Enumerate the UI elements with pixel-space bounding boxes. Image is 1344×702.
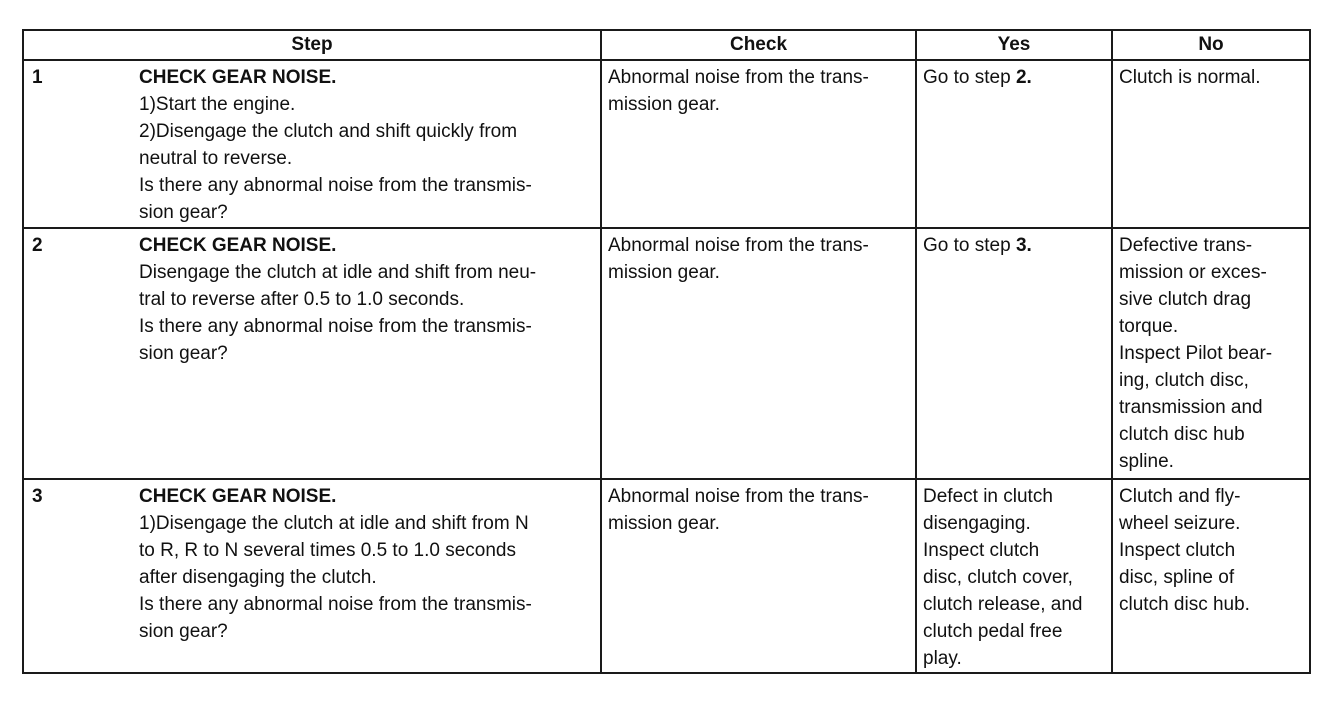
check-line: mission gear.	[608, 262, 720, 283]
check-line: Abnormal noise from the trans-	[608, 67, 869, 88]
yes-prefix: Go to step	[923, 67, 1016, 88]
yes-prefix: Go to step	[923, 235, 1016, 256]
yes-line: disc, clutch cover,	[923, 567, 1073, 588]
yes-line: Inspect clutch	[923, 540, 1040, 561]
yes-cell	[916, 228, 1112, 479]
no-line: Inspect clutch	[1119, 540, 1236, 561]
no-line: spline.	[1119, 451, 1174, 472]
no-line: clutch disc hub.	[1119, 594, 1250, 615]
step-line: neutral to reverse.	[139, 148, 293, 169]
no-line: disc, spline of	[1119, 567, 1235, 588]
yes-cell	[916, 479, 1112, 673]
step-cell	[23, 479, 601, 673]
yes-line: clutch release, and	[923, 594, 1083, 615]
check-cell	[601, 60, 916, 228]
check-cell	[601, 479, 916, 673]
step-line: Is there any abnormal noise from the transmis-	[139, 175, 532, 196]
yes-cell	[916, 60, 1112, 228]
step-number: 3	[32, 486, 43, 507]
no-line: ing, clutch disc,	[1119, 370, 1249, 391]
step-cell	[23, 60, 601, 228]
step-body	[139, 232, 595, 367]
step-title: CHECK GEAR NOISE.	[139, 235, 337, 256]
check-line: mission gear.	[608, 513, 720, 534]
step-line: 1)Disengage the clutch at idle and shift from N	[139, 513, 529, 534]
no-cell	[1112, 60, 1310, 228]
yes-step-number: 3	[1015, 235, 1027, 256]
no-line: mission or exces-	[1119, 262, 1267, 283]
check-line: Abnormal noise from the trans-	[608, 235, 869, 256]
step-body	[139, 483, 595, 645]
step-line: Is there any abnormal noise from the transmis-	[139, 594, 532, 615]
no-line: Clutch is normal.	[1119, 67, 1261, 88]
yes-line: disengaging.	[923, 513, 1031, 534]
yes-suffix: .	[1026, 67, 1032, 88]
check-line: Abnormal noise from the trans-	[608, 486, 869, 507]
step-title: CHECK GEAR NOISE.	[139, 486, 337, 507]
header-yes: Yes	[916, 30, 1112, 60]
yes-step-number: 2	[1015, 67, 1027, 88]
step-line: after disengaging the clutch.	[139, 567, 377, 588]
yes-line: Defect in clutch	[923, 486, 1053, 507]
step-line: sion gear?	[139, 343, 228, 364]
no-line: Inspect Pilot bear-	[1119, 343, 1273, 364]
yes-line: clutch pedal free	[923, 621, 1063, 642]
no-line: sive clutch drag	[1119, 289, 1252, 310]
table-row	[23, 228, 1310, 479]
header-step: Step	[23, 30, 601, 60]
header-check: Check	[601, 30, 916, 60]
yes-suffix: .	[1026, 235, 1032, 256]
no-line: Clutch and fly-	[1119, 486, 1241, 507]
step-line: Disengage the clutch at idle and shift from neu-	[139, 262, 537, 283]
check-cell	[601, 228, 916, 479]
step-title: CHECK GEAR NOISE.	[139, 67, 337, 88]
step-number: 2	[32, 235, 43, 256]
step-line: Is there any abnormal noise from the transmis-	[139, 316, 532, 337]
step-line: sion gear?	[139, 621, 228, 642]
no-line: torque.	[1119, 316, 1179, 337]
step-line: to R, R to N several times 0.5 to 1.0 seconds	[139, 540, 517, 561]
step-cell	[23, 228, 601, 479]
diagnostic-table	[22, 29, 1311, 674]
check-line: mission gear.	[608, 94, 720, 115]
step-line: tral to reverse after 0.5 to 1.0 seconds.	[139, 289, 465, 310]
header-no: No	[1112, 30, 1310, 60]
step-line: sion gear?	[139, 202, 228, 223]
no-cell	[1112, 479, 1310, 673]
step-line: 2)Disengage the clutch and shift quickly from	[139, 121, 518, 142]
yes-line: play.	[923, 648, 962, 669]
no-line: Defective trans-	[1119, 235, 1253, 256]
header-row	[23, 30, 1310, 60]
table-row	[23, 60, 1310, 228]
no-cell	[1112, 228, 1310, 479]
no-line: transmission and	[1119, 397, 1263, 418]
no-line: wheel seizure.	[1119, 513, 1241, 534]
step-body	[139, 64, 595, 226]
no-line: clutch disc hub	[1119, 424, 1245, 445]
step-number: 1	[32, 67, 43, 88]
step-line: 1)Start the engine.	[139, 94, 296, 115]
table-row	[23, 479, 1310, 673]
